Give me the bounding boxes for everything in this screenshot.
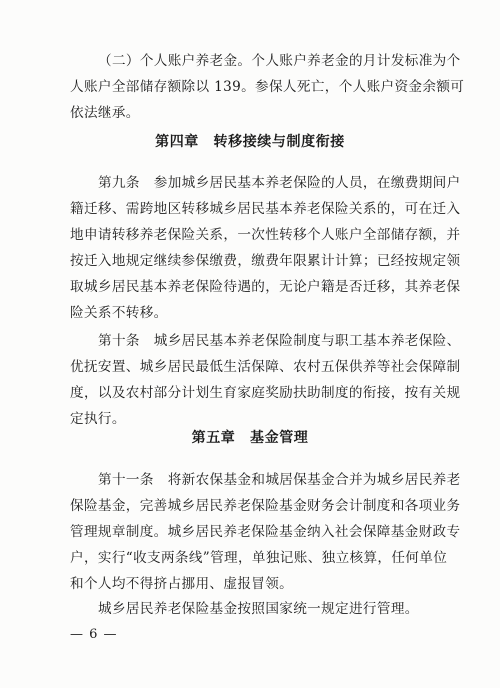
text-line: （二）个人账户养老金。个人账户养老金的月计发标准为个: [98, 53, 461, 69]
text-line: 户，实行“收支两条线”管理，单独记账、独立核算，任何单位: [70, 550, 448, 566]
text-line: 第九条 参加城乡居民基本养老保险的人员，在缴费期间户: [98, 175, 461, 191]
text-line: 管理规章制度。城乡居民养老保险基金纳入社会保障基金财政专: [70, 524, 461, 540]
text-line: 城乡居民养老保险基金按照国家统一规定进行管理。: [98, 601, 419, 617]
chapter-heading: 第五章 基金管理: [191, 430, 309, 446]
text-line: 取城乡居民基本养老保险待遇的，无论户籍是否迁移，其养老保: [70, 279, 461, 295]
text-line: 度，以及农村部分计划生育家庭奖励扶助制度的衔接，按有关规: [70, 385, 461, 401]
text-line: 籍迁移、需跨地区转移城乡居民基本养老保险关系的，可在迁入: [70, 201, 461, 217]
text-line: 第十一条 将新农保基金和城居保基金合并为城乡居民养老: [98, 472, 461, 488]
text-line: 地申请转移养老保险关系，一次性转移个人账户全部储存额，并: [70, 227, 461, 243]
text-line: 优抚安置、城乡居民最低生活保障、农村五保供养等社会保障制: [70, 359, 461, 375]
text-line: 按迁入地规定继续参保缴费，缴费年限累计计算；已经按规定领: [70, 253, 461, 269]
chapter-heading: 第四章 转移接续与制度衔接: [155, 134, 345, 150]
page-number: — 6 —: [70, 627, 118, 642]
text-line: 第十条 城乡居民基本养老保险制度与职工基本养老保险、: [98, 333, 461, 349]
text-line: 险关系不转移。: [70, 305, 168, 321]
text-line: 依法继承。: [70, 105, 140, 121]
text-line: 和个人均不得挤占挪用、虚报冒领。: [70, 576, 294, 592]
text-line: 定执行。: [70, 411, 126, 427]
text-line: 人账户全部储存额除以 139。参保人死亡，个人账户资金余额可: [70, 79, 465, 95]
text-line: 保险基金，完善城乡居民养老保险基金财务会计制度和各项业务: [70, 498, 461, 514]
